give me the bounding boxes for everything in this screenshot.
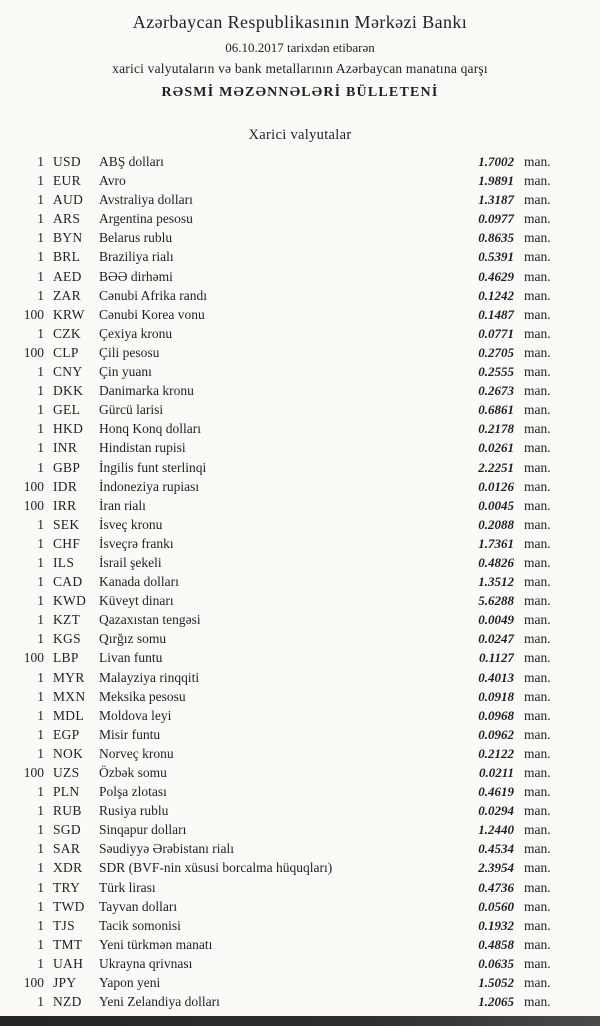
table-row	[18, 171, 560, 190]
unit-cell: man.	[524, 192, 551, 208]
currency-code-cell: KGS	[53, 631, 81, 647]
currency-code-cell: HKD	[53, 421, 84, 437]
currency-code-cell: ILS	[53, 554, 75, 570]
currency-code-cell: AUD	[53, 192, 84, 208]
table-row	[18, 343, 560, 362]
currency-name-cell: Braziliya rialı	[99, 249, 174, 265]
quantity-cell: 1	[37, 287, 44, 303]
currency-name-cell: Argentina pesosu	[99, 211, 193, 227]
quantity-cell: 1	[37, 593, 44, 609]
rate-cell: 0.0045	[478, 497, 514, 513]
rate-cell: 1.5052	[478, 975, 514, 991]
table-row	[18, 668, 560, 687]
rate-cell: 0.2178	[478, 421, 514, 437]
table-row	[18, 496, 560, 515]
rate-cell: 0.4629	[478, 268, 514, 284]
currency-code-cell: MDL	[53, 707, 84, 723]
unit-cell: man.	[524, 726, 551, 742]
unit-cell: man.	[524, 325, 551, 341]
unit-cell: man.	[524, 765, 551, 780]
table-row	[18, 324, 560, 343]
currency-name-cell: Malayziya rinqqiti	[99, 669, 200, 685]
rate-cell: 0.4619	[478, 784, 514, 800]
currency-name-cell: Honq Konq dolları	[99, 421, 201, 437]
table-row	[18, 228, 560, 247]
rate-cell: 0.0977	[478, 211, 514, 227]
currency-name-cell: Hindistan rupisi	[99, 440, 186, 456]
currency-code-cell: NZD	[53, 994, 82, 1010]
rate-cell: 0.2673	[478, 383, 514, 399]
quantity-cell: 1	[37, 402, 44, 418]
currency-code-cell: GBP	[53, 459, 81, 475]
quantity-cell: 1	[37, 459, 44, 475]
table-row	[18, 515, 560, 534]
quantity-cell: 1	[37, 803, 44, 819]
table-row	[18, 190, 560, 209]
rate-cell: 0.2088	[478, 516, 514, 532]
unit-cell: man.	[524, 287, 551, 303]
quantity-cell: 100	[23, 306, 44, 322]
table-row	[18, 687, 560, 706]
currency-name-cell: Küveyt dinarı	[99, 593, 174, 609]
rate-cell: 2.3954	[478, 860, 514, 876]
quantity-cell: 1	[37, 669, 44, 685]
currency-code-cell: GEL	[53, 402, 81, 418]
rate-cell: 1.9891	[478, 173, 514, 189]
unit-cell: man.	[524, 822, 551, 838]
currency-name-cell: Belarus rublu	[99, 230, 173, 246]
unit-cell: man.	[524, 440, 551, 456]
currency-name-cell: Tacik somonisi	[99, 917, 181, 933]
table-row	[18, 954, 560, 973]
unit-cell: man.	[524, 879, 551, 895]
rate-cell: 1.7361	[478, 535, 514, 551]
currency-name-cell: İran rialı	[99, 497, 146, 513]
unit-cell: man.	[524, 421, 551, 437]
rate-cell: 0.1487	[478, 306, 514, 322]
rate-cell: 0.4534	[478, 841, 514, 857]
currency-code-cell: UZS	[53, 765, 80, 780]
table-row	[18, 286, 560, 305]
quantity-cell: 1	[37, 192, 44, 208]
unit-cell: man.	[524, 593, 551, 609]
currency-name-cell: ABŞ dolları	[99, 154, 164, 169]
rate-cell: 0.0962	[478, 726, 514, 742]
rate-cell: 0.6861	[478, 402, 514, 418]
currency-name-cell: Səudiyyə Ərəbistanı rialı	[99, 841, 234, 857]
quantity-cell: 1	[37, 784, 44, 800]
currency-name-cell: Özbək somu	[99, 765, 167, 780]
unit-cell: man.	[524, 936, 551, 952]
unit-cell: man.	[524, 459, 551, 475]
currency-name-cell: Tayvan dolları	[99, 898, 178, 914]
quantity-cell: 1	[37, 211, 44, 227]
currency-code-cell: RUB	[53, 803, 82, 819]
currency-code-cell: KZT	[53, 612, 81, 628]
table-row	[18, 839, 560, 858]
table-row	[18, 706, 560, 725]
quantity-cell: 1	[37, 822, 44, 838]
table-row	[18, 381, 560, 400]
currency-code-cell: LBP	[53, 650, 79, 666]
unit-cell: man.	[524, 306, 551, 322]
rate-cell: 0.0560	[478, 898, 514, 914]
quantity-cell: 1	[37, 535, 44, 551]
currency-name-cell: Gürcü larisi	[99, 402, 164, 418]
quantity-cell: 100	[23, 650, 44, 666]
currency-name-cell: Cənubi Afrika randı	[99, 287, 207, 303]
table-row	[18, 438, 560, 457]
currency-code-cell: PLN	[53, 784, 80, 800]
quantity-cell: 1	[37, 612, 44, 628]
currency-name-cell: Polşa zlotası	[99, 784, 167, 800]
currency-code-cell: IDR	[53, 478, 78, 494]
quantity-cell: 1	[37, 841, 44, 857]
currency-name-cell: Misir funtu	[99, 726, 161, 742]
currency-name-cell: Norveç kronu	[99, 745, 174, 761]
currency-code-cell: KWD	[53, 593, 87, 609]
currency-name-cell: Yeni türkmən manatı	[99, 936, 213, 952]
table-row	[18, 935, 560, 954]
currency-name-cell: Qazaxıstan tengəsi	[99, 612, 201, 628]
rate-cell: 2.2251	[478, 459, 514, 475]
unit-cell: man.	[524, 898, 551, 914]
quantity-cell: 1	[37, 898, 44, 914]
currency-name-cell: BƏƏ dirhəmi	[99, 268, 173, 284]
currency-name-cell: Cənubi Korea vonu	[99, 306, 205, 322]
currency-name-cell: Avstraliya dolları	[99, 192, 193, 208]
table-row	[18, 648, 560, 667]
quantity-cell: 1	[37, 688, 44, 704]
rate-cell: 0.0294	[478, 803, 514, 819]
table-row	[18, 152, 560, 171]
currency-name-cell: Kanada dolları	[99, 574, 179, 590]
currency-name-cell: Yeni Zelandiya dolları	[99, 994, 220, 1010]
quantity-cell: 1	[37, 421, 44, 437]
unit-cell: man.	[524, 574, 551, 590]
currency-code-cell: TRY	[53, 879, 81, 895]
currency-code-cell: EGP	[53, 726, 80, 742]
quantity-cell: 1	[37, 440, 44, 456]
currency-code-cell: BRL	[53, 249, 81, 265]
quantity-cell: 1	[37, 383, 44, 399]
currency-code-cell: UAH	[53, 955, 84, 971]
rate-cell: 0.4736	[478, 879, 514, 895]
unit-cell: man.	[524, 994, 551, 1010]
currency-code-cell: ZAR	[53, 287, 81, 303]
quantity-cell: 1	[37, 230, 44, 246]
unit-cell: man.	[524, 841, 551, 857]
rates-table	[0, 152, 600, 1011]
currency-code-cell: TMT	[53, 936, 83, 952]
unit-cell: man.	[524, 612, 551, 628]
currency-code-cell: CHF	[53, 535, 81, 551]
rate-cell: 0.0126	[478, 478, 514, 494]
unit-cell: man.	[524, 383, 551, 399]
currency-code-cell: NOK	[53, 745, 84, 761]
table-row	[18, 477, 560, 496]
effective-date: 06.10.2017 tarixdən etibarən	[225, 40, 375, 55]
currency-code-cell: INR	[53, 440, 78, 456]
quantity-cell: 1	[37, 707, 44, 723]
bulletin-subtitle: xarici valyutaların və bank metallarının Azərbaycan manatına qarşı	[112, 61, 488, 76]
bank-name: Azərbaycan Respublikasının Mərkəzi Bankı	[132, 12, 468, 32]
table-row	[18, 820, 560, 839]
currency-name-cell: İngilis funt sterlinqi	[99, 459, 207, 475]
quantity-cell: 1	[37, 249, 44, 265]
currency-code-cell: KRW	[53, 306, 85, 322]
currency-code-cell: IRR	[53, 497, 77, 513]
unit-cell: man.	[524, 402, 551, 418]
unit-cell: man.	[524, 975, 551, 991]
unit-cell: man.	[524, 803, 551, 819]
table-row	[18, 725, 560, 744]
currency-name-cell: Avro	[99, 173, 126, 189]
unit-cell: man.	[524, 917, 551, 933]
unit-cell: man.	[524, 631, 551, 647]
rate-cell: 1.2065	[478, 994, 514, 1010]
currency-code-cell: CAD	[53, 574, 83, 590]
currency-name-cell: İsveç kronu	[99, 516, 163, 532]
unit-cell: man.	[524, 268, 551, 284]
rate-cell: 0.1242	[478, 287, 514, 303]
unit-cell: man.	[524, 497, 551, 513]
table-row	[18, 801, 560, 820]
quantity-cell: 1	[37, 364, 44, 380]
scan-footer-bar	[0, 1016, 600, 1026]
quantity-cell: 100	[23, 344, 44, 360]
quantity-cell: 1	[37, 917, 44, 933]
table-row	[18, 362, 560, 381]
currency-code-cell: SEK	[53, 516, 80, 532]
table-row	[18, 897, 560, 916]
rate-cell: 0.0049	[478, 612, 514, 628]
table-row	[18, 419, 560, 438]
table-row	[18, 878, 560, 897]
table-row	[18, 305, 560, 324]
currency-code-cell: SGD	[53, 822, 81, 838]
rate-cell: 0.1127	[478, 650, 514, 666]
quantity-cell: 100	[23, 765, 44, 780]
quantity-cell: 1	[37, 325, 44, 341]
currency-name-cell: SDR (BVF-nin xüsusi borcalma hüquqları)	[99, 860, 333, 876]
table-row	[18, 267, 560, 286]
table-row	[18, 973, 560, 992]
table-row	[18, 591, 560, 610]
table-row	[18, 858, 560, 877]
unit-cell: man.	[524, 955, 551, 971]
rate-cell: 0.8635	[478, 230, 514, 246]
bulletin-title: RƏSMİ MƏZƏNNƏLƏRİ BÜLLETENİ	[161, 85, 439, 100]
table-row	[18, 534, 560, 553]
quantity-cell: 1	[37, 860, 44, 876]
rate-cell: 0.2122	[478, 745, 514, 761]
currency-code-cell: CNY	[53, 364, 83, 380]
rate-cell: 0.1932	[478, 917, 514, 933]
currency-name-cell: Çin yuanı	[99, 364, 152, 380]
currency-code-cell: JPY	[53, 975, 77, 991]
quantity-cell: 1	[37, 631, 44, 647]
quantity-cell: 1	[37, 154, 44, 169]
rate-cell: 0.0247	[478, 631, 514, 647]
rate-cell: 1.3187	[478, 192, 514, 208]
table-row	[18, 782, 560, 801]
rate-cell: 5.6288	[478, 593, 514, 609]
table-row	[18, 247, 560, 266]
table-row	[18, 916, 560, 935]
unit-cell: man.	[524, 478, 551, 494]
unit-cell: man.	[524, 669, 551, 685]
rate-cell: 0.5391	[478, 249, 514, 265]
rate-cell: 0.2555	[478, 364, 514, 380]
currency-name-cell: Türk lirası	[99, 879, 156, 895]
currency-code-cell: ARS	[53, 211, 81, 227]
currency-name-cell: Sinqapur dolları	[99, 822, 187, 838]
quantity-cell: 1	[37, 554, 44, 570]
table-row	[18, 610, 560, 629]
bulletin-header	[0, 0, 600, 101]
quantity-cell: 1	[37, 574, 44, 590]
unit-cell: man.	[524, 535, 551, 551]
quantity-cell: 1	[37, 516, 44, 532]
currency-code-cell: EUR	[53, 173, 81, 189]
unit-cell: man.	[524, 554, 551, 570]
rate-cell: 1.3512	[478, 574, 514, 590]
currency-code-cell: MXN	[53, 688, 86, 704]
unit-cell: man.	[524, 364, 551, 380]
rate-cell: 0.0918	[478, 688, 514, 704]
quantity-cell: 1	[37, 726, 44, 742]
unit-cell: man.	[524, 173, 551, 189]
rate-cell: 1.2440	[478, 822, 514, 838]
quantity-cell: 100	[23, 478, 44, 494]
currency-code-cell: SAR	[53, 841, 81, 857]
currency-code-cell: TJS	[53, 917, 75, 933]
unit-cell: man.	[524, 344, 551, 360]
quantity-cell: 1	[37, 994, 44, 1010]
currency-name-cell: Danimarka kronu	[99, 383, 194, 399]
rate-cell: 0.4858	[478, 936, 514, 952]
rate-cell: 0.0261	[478, 440, 514, 456]
currency-name-cell: Meksika pesosu	[99, 688, 186, 704]
rate-cell: 0.4826	[478, 554, 514, 570]
rate-cell: 0.0968	[478, 707, 514, 723]
table-row	[18, 400, 560, 419]
currency-name-cell: Çili pesosu	[99, 344, 160, 360]
currency-name-cell: Rusiya rublu	[99, 803, 169, 819]
section-title-foreign-currencies: Xarici valyutalar	[248, 127, 352, 143]
rate-cell: 0.0211	[478, 765, 514, 780]
currency-code-cell: CLP	[53, 344, 79, 360]
rate-cell: 0.4013	[478, 669, 514, 685]
unit-cell: man.	[524, 650, 551, 666]
quantity-cell: 100	[23, 497, 44, 513]
table-row	[18, 572, 560, 591]
rate-cell: 0.2705	[478, 344, 514, 360]
table-row	[18, 458, 560, 477]
rate-cell: 1.7002	[478, 154, 514, 169]
currency-name-cell: İsveçrə frankı	[99, 535, 174, 551]
unit-cell: man.	[524, 230, 551, 246]
currency-code-cell: USD	[53, 154, 81, 169]
unit-cell: man.	[524, 154, 551, 169]
currency-name-cell: İndoneziya rupiası	[99, 478, 200, 494]
currency-name-cell: Qırğız somu	[99, 631, 167, 647]
currency-name-cell: Livan funtu	[99, 650, 163, 666]
table-row	[18, 629, 560, 648]
unit-cell: man.	[524, 516, 551, 532]
quantity-cell: 1	[37, 745, 44, 761]
currency-code-cell: AED	[53, 268, 82, 284]
table-row	[18, 744, 560, 763]
rate-cell: 0.0771	[478, 325, 514, 341]
quantity-cell: 100	[23, 975, 44, 991]
unit-cell: man.	[524, 860, 551, 876]
unit-cell: man.	[524, 745, 551, 761]
currency-name-cell: İsrail şekeli	[99, 554, 162, 570]
currency-name-cell: Moldova leyi	[99, 707, 172, 723]
currency-code-cell: TWD	[53, 898, 85, 914]
currency-code-cell: CZK	[53, 325, 81, 341]
quantity-cell: 1	[37, 268, 44, 284]
currency-code-cell: XDR	[53, 860, 83, 876]
unit-cell: man.	[524, 707, 551, 723]
currency-name-cell: Ukrayna qrivnası	[99, 955, 193, 971]
currency-name-cell: Yapon yeni	[99, 975, 161, 991]
unit-cell: man.	[524, 249, 551, 265]
rate-cell: 0.0635	[478, 955, 514, 971]
table-row	[18, 209, 560, 228]
quantity-cell: 1	[37, 936, 44, 952]
quantity-cell: 1	[37, 955, 44, 971]
unit-cell: man.	[524, 211, 551, 227]
table-row	[18, 763, 560, 782]
currency-name-cell: Çexiya kronu	[99, 325, 173, 341]
quantity-cell: 1	[37, 879, 44, 895]
currency-code-cell: MYR	[53, 669, 85, 685]
quantity-cell: 1	[37, 173, 44, 189]
unit-cell: man.	[524, 688, 551, 704]
currency-code-cell: DKK	[53, 383, 84, 399]
table-row	[18, 992, 560, 1011]
currency-code-cell: BYN	[53, 230, 83, 246]
unit-cell: man.	[524, 784, 551, 800]
table-row	[18, 553, 560, 572]
